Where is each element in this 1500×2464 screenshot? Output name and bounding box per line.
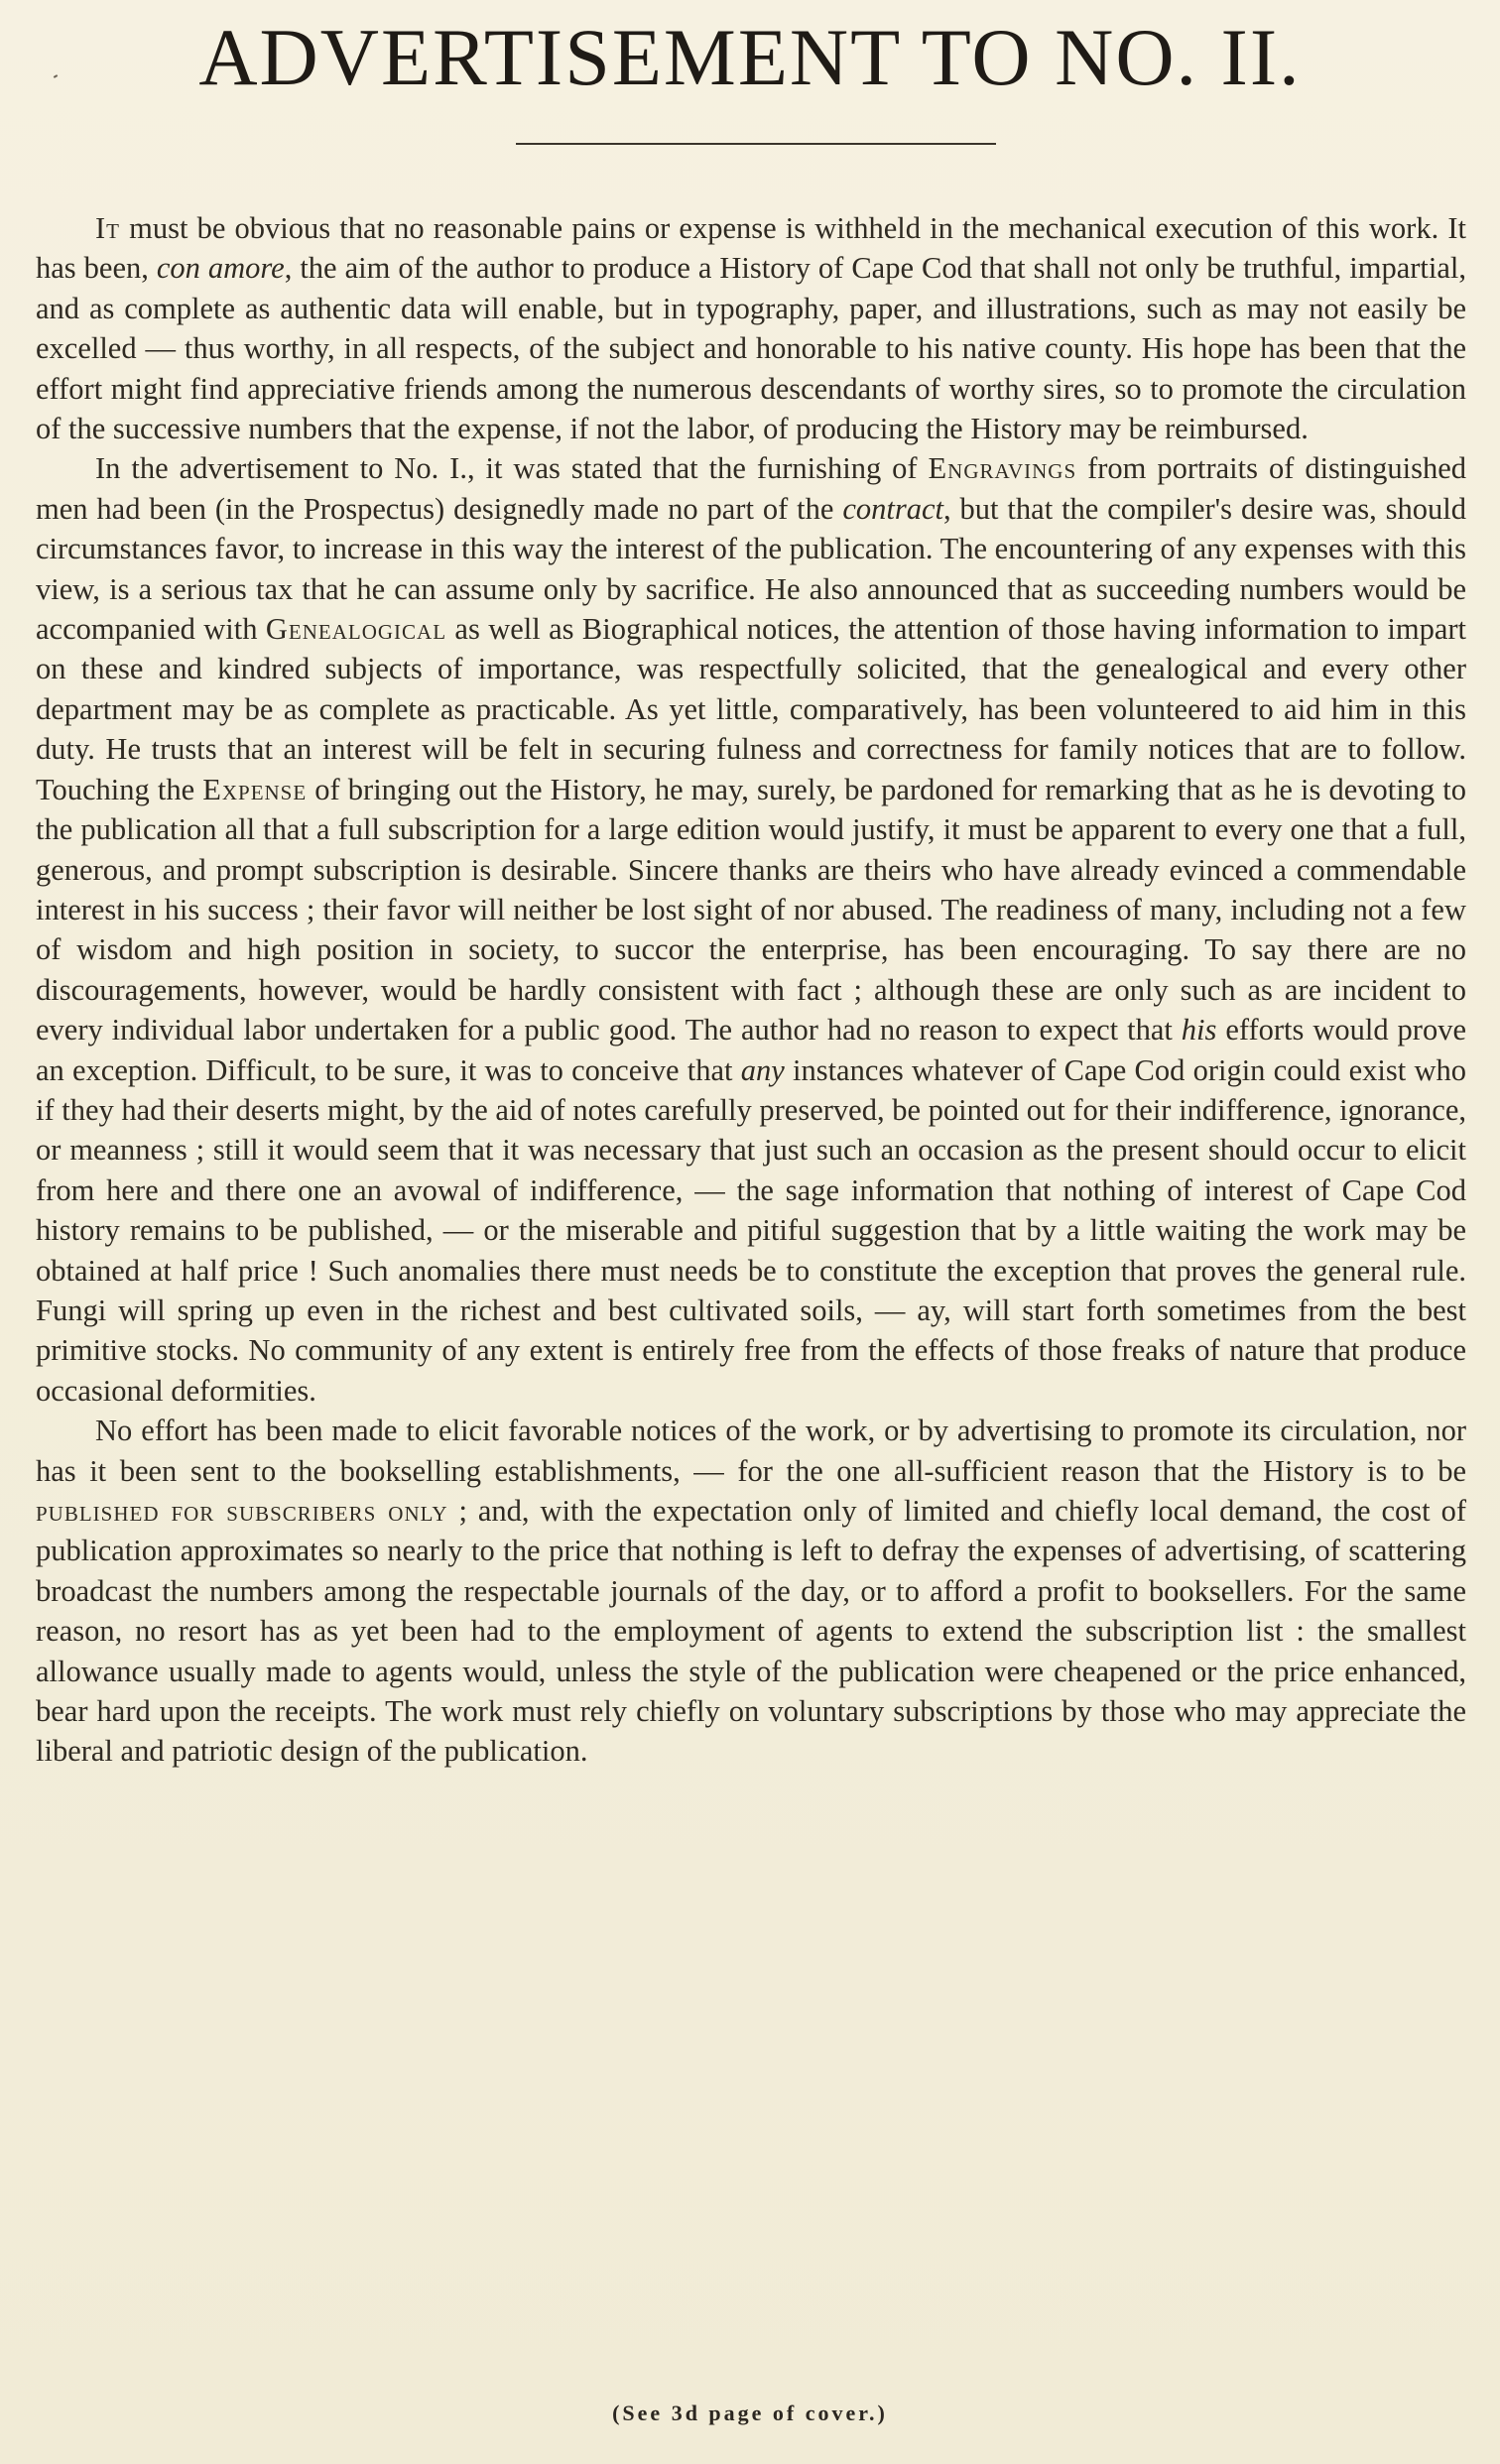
- paragraph-2: [36, 448, 1466, 1411]
- small-caps-run: Engravings: [928, 451, 1077, 486]
- text-run: efforts would prove an exception. Difficult, to be sure, it was to conceive that: [36, 1013, 1466, 1087]
- title-divider: [516, 143, 996, 145]
- text-run: , the aim of the author to produce a History of Cape Cod that shall not only be truthful, impartial, and as complete as authentic data will enable, but in typography, paper, and illustrations, such as may not easily be excelled — thus worthy, in all respects, of the subject and honorable to his native county. His hope has been that the effort might find appreciative friends among the numerous descendants of worthy sires, so to promote the circulation of the successive numbers that the expense, if not the labor, of producing the History may be reimbursed.: [36, 251, 1466, 446]
- text-run: In the advertisement to No. I., it was stated that the furnishing of: [95, 451, 929, 486]
- italic-run: his: [1181, 1013, 1217, 1047]
- small-caps-run: published for subscribers only: [36, 1494, 448, 1528]
- italic-run: contract: [842, 491, 943, 526]
- paragraph-3: [36, 1411, 1466, 1772]
- text-run: No effort has been made to elicit favorable notices of the work, or by advertising to promote its circulation, nor has it been sent to the bookselling establishments, — for the one all-sufficient reason that the History is to be: [36, 1414, 1466, 1488]
- small-caps-run: It: [95, 211, 120, 245]
- body-text: [36, 208, 1466, 1772]
- italic-run: con amore: [156, 251, 285, 286]
- text-run: from portraits of distinguished men had been (in the Prospectus) designedly made no part of the: [36, 451, 1466, 526]
- text-run: ; and, with the expectation only of limited and chiefly local demand, the cost of publication approximates so nearly to the price that nothing is left to defray the expenses of advertising, of scattering broadcast the numbers among the respectable journals of the day, or to afford a profit to booksellers. For the same reason, no resort has as yet been had to the employment of agents to extend the subscription list : the smallest allowance usually made to agents would, unless the style of the publication were cheapened or the price enhanced, bear hard upon the receipts. The work must rely chiefly on voluntary subscriptions by those who may appreciate the liberal and patriotic design of the publication.: [36, 1494, 1466, 1769]
- page-title: ADVERTISEMENT TO NO. II.: [198, 12, 1302, 102]
- text-run: of bringing out the History, he may, surely, be pardoned for remarking that as he is devoting to the publication all that a full subscription for a large edition would justify, it must be apparent to every one that a full, generous, and prompt subscription is desirable. Sincere thanks are theirs who have already evinced a commendable interest in his success ; their favor will neither be lost sight of nor abused. The readiness of many, including not a few of wisdom and high position in society, to succor the enterprise, has been encouraging. To say there are no discouragements, however, would be hardly consistent with fact ; although these are only such as are incident to every individual labor undertaken for a public good. The author had no reason to expect that: [36, 772, 1466, 1047]
- italic-run: any: [740, 1052, 785, 1087]
- footer-note: (See 3d page of cover.): [612, 2401, 888, 2425]
- text-run: as well as Biographical notices, the attention of those having information to impart on these and kindred subjects of importance, was respectfully solicited, that the genealogical and every other department may be as complete as practicable. As yet little, comparatively, has been volunteered to aid him in this duty. He trusts that an interest will be felt in securing fulness and correctness for family notices that are to follow. Touching the: [36, 612, 1466, 806]
- text-run: instances whatever of Cape Cod origin could exist who if they had their deserts might, by the aid of notes carefully preserved, be pointed out for their indifference, ignorance, or meanness ; still it would seem that it was necessary that just such an occasion as the present should occur to elicit from here and there one an avowal of indifference, — the sage information that nothing of interest of Cape Cod history remains to be published, — or the miserable and pitiful suggestion that by a little waiting the work may be obtained at half price ! Such anomalies there must needs be to constitute the exception that proves the general rule. Fungi will spring up even in the richest and best cultivated soils, — ay, will start forth sometimes from the best primitive stocks. No community of any extent is entirely free from the effects of those freaks of nature that produce occasional deformities.: [36, 1052, 1466, 1408]
- small-caps-run: Genealogical: [265, 612, 447, 647]
- text-run: must be obvious that no reasonable pains or expense is withheld in the mechanical execution of this work. It has been,: [36, 211, 1466, 286]
- text-run: , but that the compiler's desire was, should circumstances favor, to increase in this way the interest of the publication. The encountering of any expenses with this view, is a serious tax that he can assume only by sacrifice. He also announced that as succeeding numbers would be accompanied with: [36, 491, 1466, 647]
- small-caps-run: Expense: [202, 772, 308, 806]
- paragraph-1: [36, 208, 1466, 448]
